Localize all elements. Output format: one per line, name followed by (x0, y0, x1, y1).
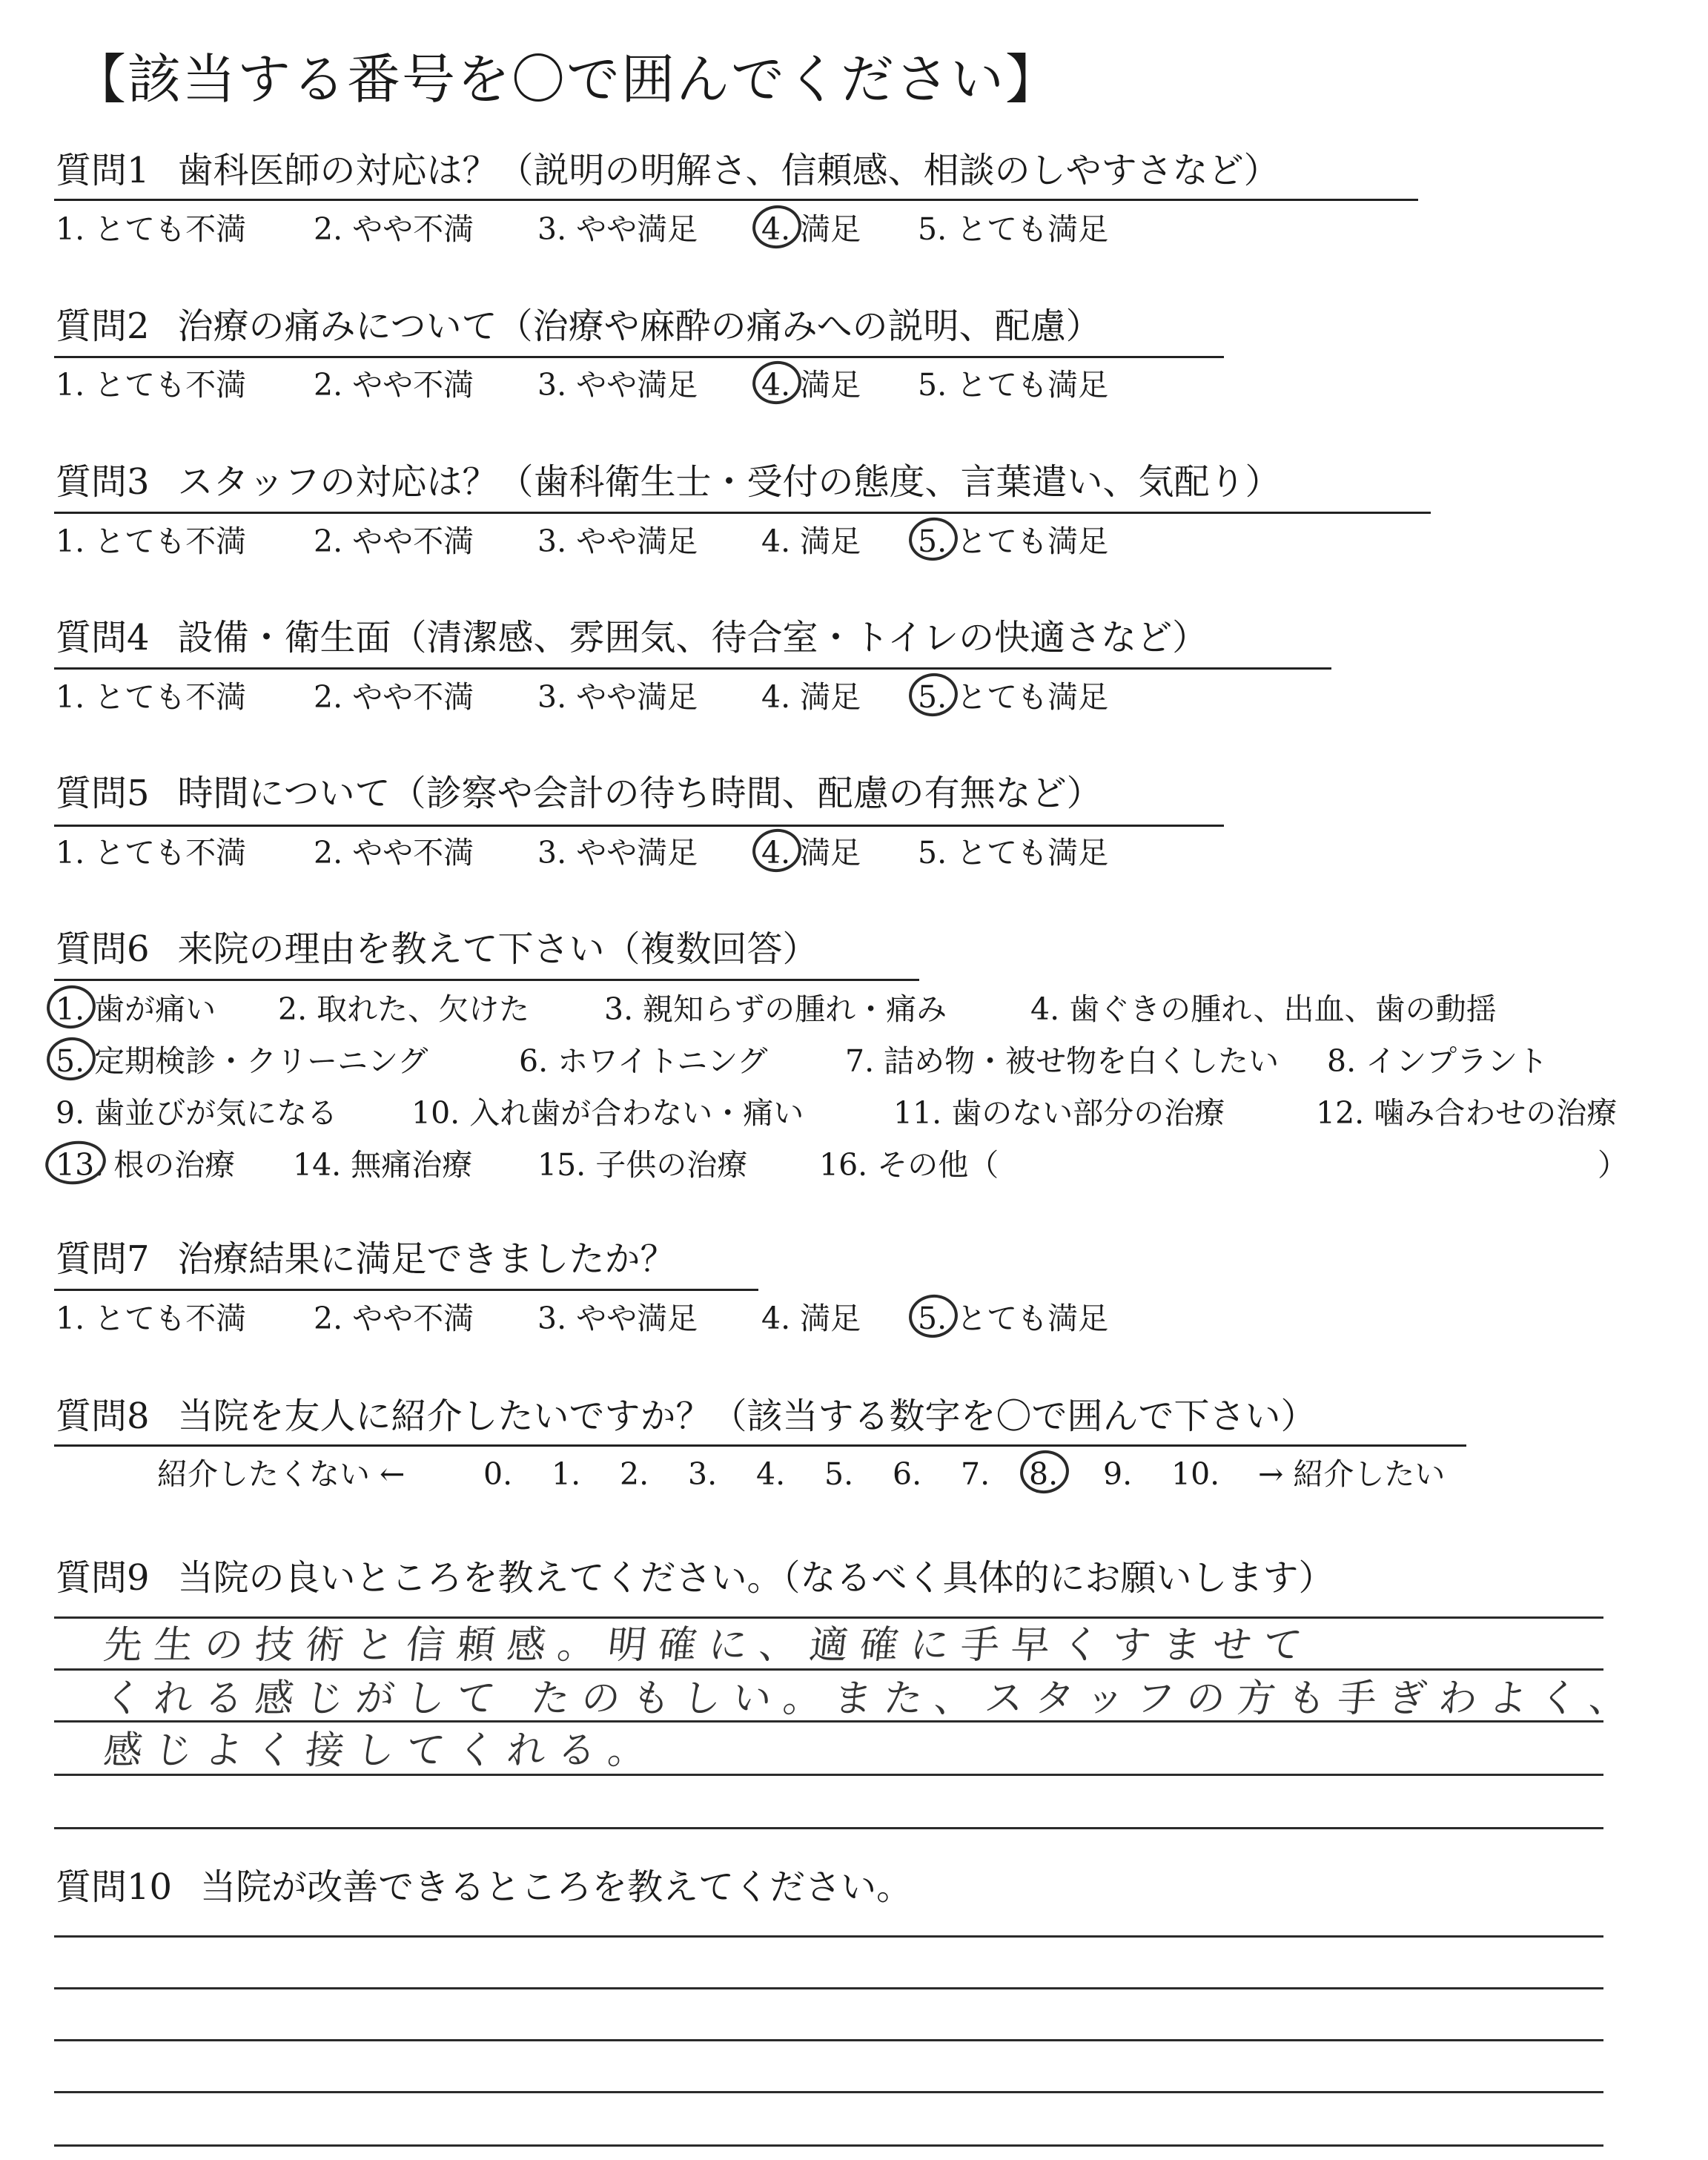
option-1[interactable]: 1. とても不満 (56, 211, 247, 247)
question-4-title: 質問4 設備・衛生面（清潔感、雰囲気、待合室・トイレの快適さなど） (56, 617, 1208, 658)
question-underline (54, 1444, 1466, 1447)
option-3[interactable]: 3. やや満足 (537, 835, 698, 871)
page-title: 【該当する番号を〇で囲んでください】 (73, 48, 1061, 110)
answer-circle-mark (906, 515, 960, 564)
option-2[interactable]: 2. やや不満 (314, 367, 474, 403)
reason-7[interactable]: 7. 詰め物・被せ物を白くしたい (845, 1043, 1280, 1079)
answer-circle-mark (906, 670, 960, 720)
answer-circle-mark (749, 202, 804, 252)
option-2[interactable]: 2. やや不満 (314, 524, 474, 559)
question-8-title: 質問8 当院を友人に紹介したいですか？（該当する数字を〇で囲んで下さい） (56, 1396, 1317, 1437)
reason-2[interactable]: 2. 取れた、欠けた (278, 991, 530, 1027)
question-2-title: 質問2 治療の痛みについて（治療や麻酔の痛みへの説明、配慮） (56, 305, 1102, 347)
question-7-title: 質問7 治療結果に満足できましたか？ (56, 1238, 676, 1280)
nps-9[interactable]: 9. (1103, 1456, 1133, 1492)
nps-3[interactable]: 3. (688, 1456, 718, 1492)
question-underline (54, 1289, 758, 1291)
question-underline (54, 979, 919, 981)
option-1[interactable]: 1. とても不満 (56, 367, 247, 403)
nps-left-label: 紹介したくない ← (157, 1456, 406, 1492)
nps-1[interactable]: 1. (552, 1456, 581, 1492)
nps-5[interactable]: 5. (824, 1456, 854, 1492)
answer-line[interactable] (54, 1987, 1603, 1989)
option-5-selected[interactable]: 5. とても満足 (918, 522, 1108, 561)
nps-2[interactable]: 2. (620, 1456, 649, 1492)
nps-7[interactable]: 7. (961, 1456, 990, 1492)
option-4[interactable]: 4. 満足 (761, 1301, 861, 1336)
nps-10[interactable]: 10. (1171, 1456, 1220, 1492)
answer-circle-mark (44, 1034, 98, 1084)
answer-circle-mark (749, 358, 804, 408)
nps-8-selected[interactable]: 8. (1029, 1455, 1058, 1493)
reason-4[interactable]: 4. 歯ぐきの腫れ、出血、歯の動揺 (1030, 991, 1497, 1027)
question-5-title: 質問5 時間について（診察や会計の待ち時間、配慮の有無など） (56, 773, 1102, 814)
option-4[interactable]: 4. 満足 (761, 679, 861, 715)
question-9-title: 質問9 当院の良いところを教えてください。（なるべく具体的にお願いします） (56, 1557, 1334, 1599)
option-5[interactable]: 5. とても満足 (918, 835, 1109, 871)
reason-13-selected[interactable]: 13. 根の治療 (56, 1146, 235, 1184)
option-3[interactable]: 3. やや満足 (537, 1301, 698, 1336)
answer-line[interactable] (54, 1935, 1603, 1938)
question-text: 歯科医師の対応は？（説明の明解さ、信頼感、相談のしやすさなど） (177, 150, 1280, 191)
option-1[interactable]: 1. とても不満 (56, 1301, 247, 1336)
reason-1-selected[interactable]: 1. 歯が痛い (56, 990, 216, 1028)
answer-line[interactable] (54, 2144, 1603, 2147)
reason-12[interactable]: 12. 噛み合わせの治療 (1316, 1095, 1618, 1131)
answer-line[interactable] (54, 2039, 1603, 2041)
handwritten-answer-line-3: 感じよく接してくれる。 (101, 1728, 661, 1773)
reason-5-selected[interactable]: 5. 定期検診・クリーニング (56, 1042, 428, 1080)
option-4-selected[interactable]: 4. 満足 (761, 833, 861, 872)
reason-10[interactable]: 10. 入れ歯が合わない・痛い (411, 1095, 804, 1131)
option-5-selected[interactable]: 5. とても満足 (918, 1299, 1108, 1338)
reason-15[interactable]: 15. 子供の治療 (537, 1147, 748, 1183)
option-2[interactable]: 2. やや不満 (314, 679, 474, 715)
nps-right-label: → 紹介したい (1258, 1456, 1446, 1492)
answer-circle-mark (44, 982, 98, 1032)
reason-16-other[interactable]: 16. その他（ (819, 1147, 999, 1183)
question-10-title: 質問10 当院が改善できるところを教えてください。 (56, 1866, 913, 1908)
answer-line[interactable] (54, 2091, 1603, 2093)
question-6-title: 質問6 来院の理由を教えて下さい（複数回答） (56, 928, 818, 970)
option-3[interactable]: 3. やや満足 (537, 679, 698, 715)
answer-line (54, 1616, 1603, 1619)
nps-6[interactable]: 6. (893, 1456, 922, 1492)
question-underline (54, 512, 1431, 514)
question-1-title (56, 148, 1280, 193)
nps-0[interactable]: 0. (483, 1456, 513, 1492)
option-4[interactable]: 4. 満足 (761, 524, 861, 559)
question-underline (54, 199, 1418, 201)
option-4-selected[interactable]: 4. 満足 (761, 210, 861, 248)
answer-line (54, 1827, 1603, 1829)
answer-circle-mark (906, 1292, 960, 1341)
handwritten-answer-line-2: くれる感じがして たのもしい。また、スタッフの方も手ぎわよく、 (101, 1677, 1642, 1721)
option-2[interactable]: 2. やや不満 (314, 835, 474, 871)
option-4-selected[interactable]: 4. 満足 (761, 366, 861, 404)
answer-circle-mark (749, 826, 804, 876)
question-underline (54, 356, 1224, 358)
nps-4[interactable]: 4. (756, 1456, 786, 1492)
option-2[interactable]: 2. やや不満 (314, 211, 474, 247)
reason-14[interactable]: 14. 無痛治療 (293, 1147, 473, 1183)
option-5[interactable]: 5. とても満足 (918, 211, 1109, 247)
option-1[interactable]: 1. とても不満 (56, 524, 247, 559)
question-3-title: 質問3 スタッフの対応は？（歯科衛生士・受付の態度、言葉遣い、気配り） (56, 461, 1281, 503)
option-3[interactable]: 3. やや満足 (537, 211, 698, 247)
reason-11[interactable]: 11. 歯のない部分の治療 (893, 1095, 1225, 1131)
reason-6[interactable]: 6. ホワイトニング (519, 1043, 768, 1079)
reason-8[interactable]: 8. インプラント (1327, 1043, 1549, 1079)
option-2[interactable]: 2. やや不満 (314, 1301, 474, 1336)
option-5[interactable]: 5. とても満足 (918, 367, 1109, 403)
answer-circle-mark (1017, 1447, 1071, 1497)
option-1[interactable]: 1. とても不満 (56, 835, 247, 871)
question-underline (54, 667, 1331, 670)
reason-9[interactable]: 9. 歯並びが気になる (56, 1095, 338, 1131)
handwritten-answer-line-1: 先生の技術と信頼感。明確に、適確に手早くすませて (101, 1623, 1317, 1668)
option-5-selected[interactable]: 5. とても満足 (918, 678, 1108, 716)
question-underline (54, 825, 1224, 827)
option-3[interactable]: 3. やや満足 (537, 524, 698, 559)
other-close-paren: ） (1598, 1147, 1628, 1183)
option-1[interactable]: 1. とても不満 (56, 679, 247, 715)
reason-3[interactable]: 3. 親知らずの腫れ・痛み (604, 991, 947, 1027)
option-3[interactable]: 3. やや満足 (537, 367, 698, 403)
question-number: 質問1 (56, 150, 150, 191)
